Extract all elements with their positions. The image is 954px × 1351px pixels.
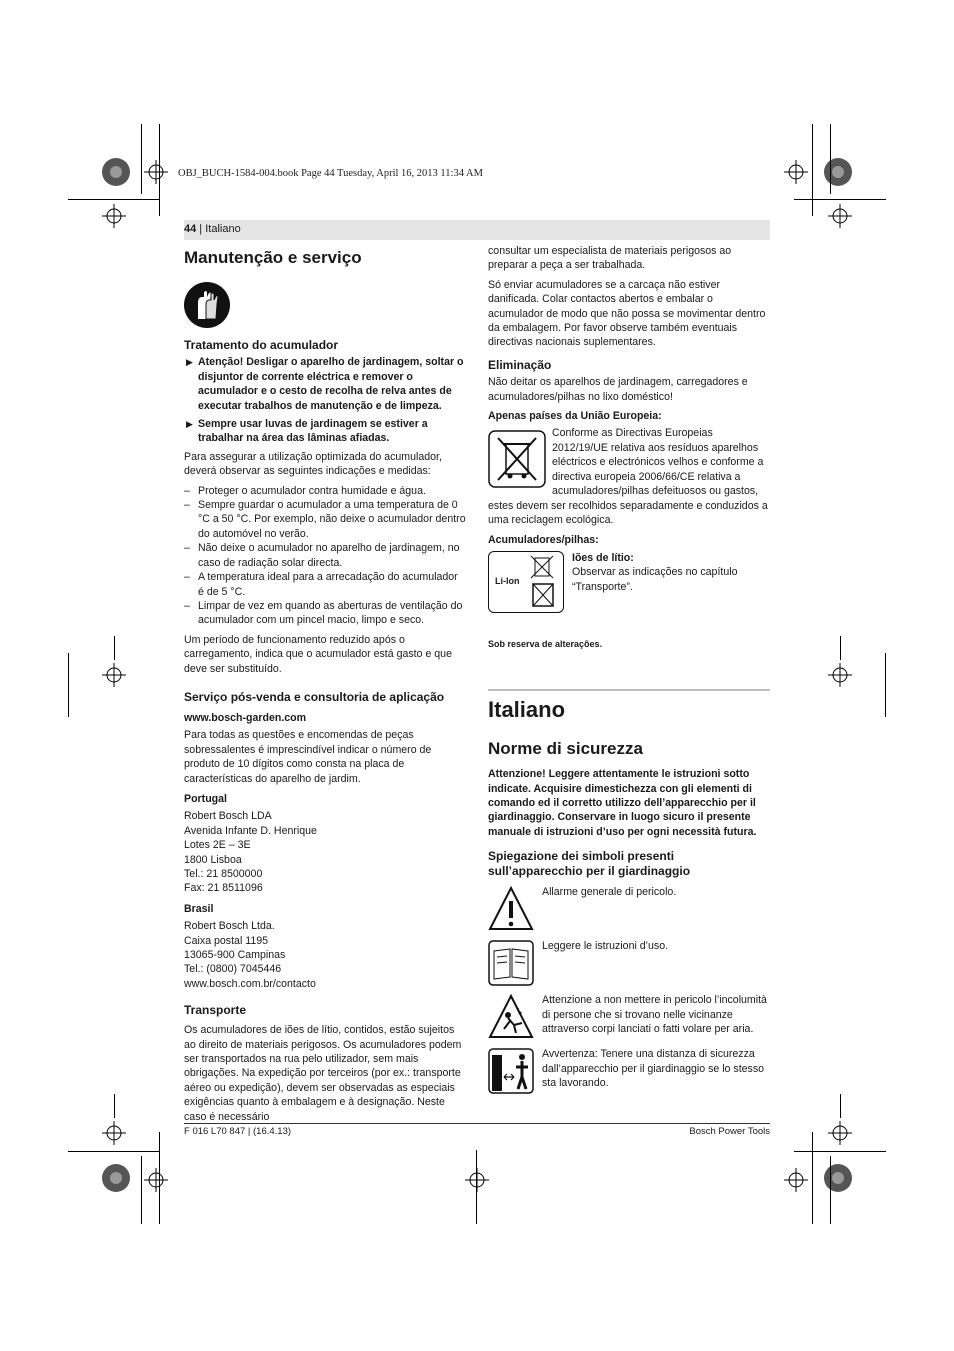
batteries-heading: Acumuladores/pilhas:	[488, 534, 599, 547]
liion-symbol	[488, 551, 564, 613]
disposal-text: Não deitar os aparelhos de jardinagem, carregadores e acumuladores/pilhas no lixo doméstico!	[488, 376, 748, 403]
crosshair-icon	[102, 1121, 126, 1145]
disposal-heading: Eliminação	[488, 357, 552, 372]
list-item: – A temperatura ideal para a arrecadação do acumulador é de 5 °C.	[184, 570, 466, 599]
transport-text: Os acumuladores de iões de lítio, contidos, estão sujeitos ao direito de materiais perigosos. Os acumuladores podem ser transportados na rua pelo utilizador, sem mais obrigações. Na expedição por terceiros (por ex.: transporte aéreo ou expedição), devem ser observadas as especiais exigências quanto à embalagem e à designação. Neste caso é necessário	[184, 1024, 462, 1123]
crop-line	[830, 124, 831, 194]
portugal-label: Portugal	[184, 792, 227, 805]
liion-heading: Iões de lítio:	[572, 551, 634, 564]
crosshair-icon	[784, 160, 808, 184]
crop-line	[885, 653, 886, 717]
crop-line	[840, 1094, 841, 1118]
manual-book-icon	[488, 939, 534, 987]
crop-line	[68, 653, 69, 717]
language-title: Italiano	[488, 697, 566, 723]
crop-line	[114, 1094, 115, 1118]
crop-line	[830, 1156, 831, 1224]
footer-right: Bosch Power Tools	[689, 1126, 770, 1137]
runtime-note: Um período de funcionamento reduzido após o carregamento, indica que o acumulador está gasto e que deve ser substituído.	[184, 633, 452, 675]
warning-triangle-icon	[488, 885, 534, 933]
list-item: – Sempre guardar o acumulador a uma temperatura de 0 °C a 50 °C. Por exemplo, não deixe o acumulador dentro do automóvel no verão.	[184, 498, 466, 541]
section-title: Manutenção e serviço	[184, 248, 362, 267]
right-column	[488, 244, 770, 1101]
crosshair-icon	[144, 1168, 168, 1192]
page-label: 44 | Italiano	[184, 223, 241, 235]
battery-bin-icon	[529, 554, 557, 610]
portugal-address: Robert Bosch LDA Avenida Infante D. Henrique Lotes 2E – 3E 1800 Lisboa Tel.: 21 8500000 Fax: 21 8511096	[184, 810, 317, 895]
section-rule	[488, 689, 770, 691]
registration-wheel-icon	[100, 156, 132, 188]
warning-item: ▶ Atenção! Desligar o aparelho de jardinagem, soltar o disjuntor de corrente eléctrica e remover o acumulador e o cesto de recolha de relva antes de executar trabalhos de manutenção e de limpeza.	[186, 356, 464, 412]
liion-text: Observar as indicações no capítulo “Transporte”.	[572, 566, 738, 593]
thrown-objects-icon	[488, 993, 534, 1041]
eu-text: Conforme as Directivas Europeias 2012/19/UE relativa aos resíduos aparelhos eléctricos e electrónicos velhos e conforme a directiva europeia 2006/66/CE relativa a acumuladores/pilhas defeituosos ou gastos, estes devem ser recolhidos separadamente e conduzidos a uma reciclagem ecológica.	[488, 427, 768, 526]
battery-list	[184, 484, 466, 628]
gloves-icon	[184, 282, 230, 328]
crop-line	[476, 1150, 477, 1224]
list-item: – Não deixe o acumulador no aparelho de jardinagem, no caso de radiação solar directa.	[184, 541, 466, 570]
crosshair-icon	[102, 204, 126, 228]
battery-intro: Para assegurar a utilização optimizada do acumulador, deverá observar as seguintes indicações e medidas:	[184, 450, 442, 478]
crop-line	[159, 1132, 160, 1224]
list-item: – Proteger o acumulador contra humidade e água.	[184, 484, 466, 498]
website-link[interactable]: www.bosch-garden.com	[184, 711, 307, 724]
crop-line	[812, 1132, 813, 1224]
registration-wheel-icon	[822, 1162, 854, 1194]
battery-heading: Tratamento do acumulador	[184, 338, 339, 352]
footer-rule	[184, 1123, 770, 1124]
crop-line	[114, 636, 115, 660]
crop-line	[840, 636, 841, 660]
eu-heading: Apenas países da União Europeia:	[488, 410, 662, 423]
crop-line	[68, 1151, 160, 1152]
crop-line	[68, 199, 160, 200]
eu-block	[488, 426, 770, 527]
transport-continued: consultar um especialista de materiais perigosos ao preparar a peça a ser trabalhada.	[488, 245, 732, 272]
symbol-text: Attenzione a non mettere in pericolo l’incolumità di persone che si trovano nelle vicinanze attraverso corpi lanciati o fatti volare per aria.	[542, 994, 767, 1035]
crosshair-icon	[144, 160, 168, 184]
symbol-text: Allarme generale di pericolo.	[542, 886, 677, 899]
brasil-address: Robert Bosch Ltda. Caixa postal 1195 13065-900 Campinas Tel.: (0800) 7045446 www.bosch.com.br/contacto	[184, 920, 316, 990]
registration-wheel-icon	[100, 1162, 132, 1194]
warning-item: ▶ Sempre usar luvas de jardinagem se estiver a trabalhar na área das lâminas afiadas.	[186, 418, 428, 445]
crossed-bin-icon	[488, 430, 546, 488]
liion-block	[488, 551, 770, 613]
attention-text: Attenzione! Leggere attentamente le istruzioni sotto indicate. Acquisire dimestichezza con gli elementi di comando ed il corretto utilizzo dell’apparecchio per il giardinaggio. Conservare in luogo sicuro il presente manuale di istruzioni d’uso per ogni necessità futura.	[488, 768, 757, 838]
crosshair-icon	[784, 1168, 808, 1192]
crop-line	[812, 124, 813, 216]
symbol-row	[488, 993, 770, 1041]
crosshair-icon	[828, 204, 852, 228]
crosshair-icon	[102, 663, 126, 687]
registration-wheel-icon	[822, 156, 854, 188]
running-header	[184, 220, 770, 240]
safety-distance-icon	[488, 1047, 534, 1095]
symbol-row	[488, 885, 770, 933]
symbol-text: Avvertenza: Tenere una distanza di sicurezza dall’apparecchio per il giardinaggio se lo stesso sta lavorando.	[542, 1048, 765, 1089]
crop-line	[141, 124, 142, 194]
crosshair-icon	[828, 1121, 852, 1145]
symbol-row	[488, 1047, 770, 1095]
symbol-text: Leggere le istruzioni d’uso.	[542, 940, 669, 953]
crop-line	[159, 124, 160, 216]
brasil-label: Brasil	[184, 902, 214, 915]
transport-paragraph: Só enviar acumuladores se a carcaça não estiver danificada. Colar contactos abertos e embalar o acumulador de modo que não possa se movimentar dentro da embalagem. Por favor observe também eventuais directivas nacionais suplementares.	[488, 278, 766, 349]
liion-label: Li-Ion	[495, 575, 520, 586]
footer-left: F 016 L70 847 | (16.4.13)	[184, 1126, 292, 1137]
crop-line	[794, 1151, 886, 1152]
list-item: – Limpar de vez em quando as aberturas de ventilação do acumulador com um pincel macio, limpo e seco.	[184, 599, 466, 628]
header-language: Italiano	[205, 223, 241, 235]
service-heading: Serviço pós-venda e consultoria de aplicação	[184, 689, 445, 704]
safety-heading: Norme di sicurezza	[488, 739, 643, 759]
crop-line	[141, 1156, 142, 1224]
page-number: 44	[184, 223, 197, 235]
symbol-row	[488, 939, 770, 987]
left-column	[184, 244, 466, 1129]
symbols-heading: Spiegazione dei simboli presenti sull’apparecchio per il giardinaggio	[488, 849, 691, 879]
crosshair-icon	[828, 663, 852, 687]
print-header: OBJ_BUCH-1584-004.book Page 44 Tuesday, April 16, 2013 11:34 AM	[178, 168, 483, 179]
reserve-note: Sob reserva de alterações.	[488, 638, 603, 649]
crosshair-icon	[465, 1168, 489, 1192]
transport-heading: Transporte	[184, 1003, 247, 1018]
crop-line	[794, 199, 886, 200]
service-text: Para todas as questões e encomendas de peças sobressalentes é imprescindível indicar o número de produto de 10 dígitos como consta na placa de características do aparelho de jardim.	[184, 729, 432, 785]
